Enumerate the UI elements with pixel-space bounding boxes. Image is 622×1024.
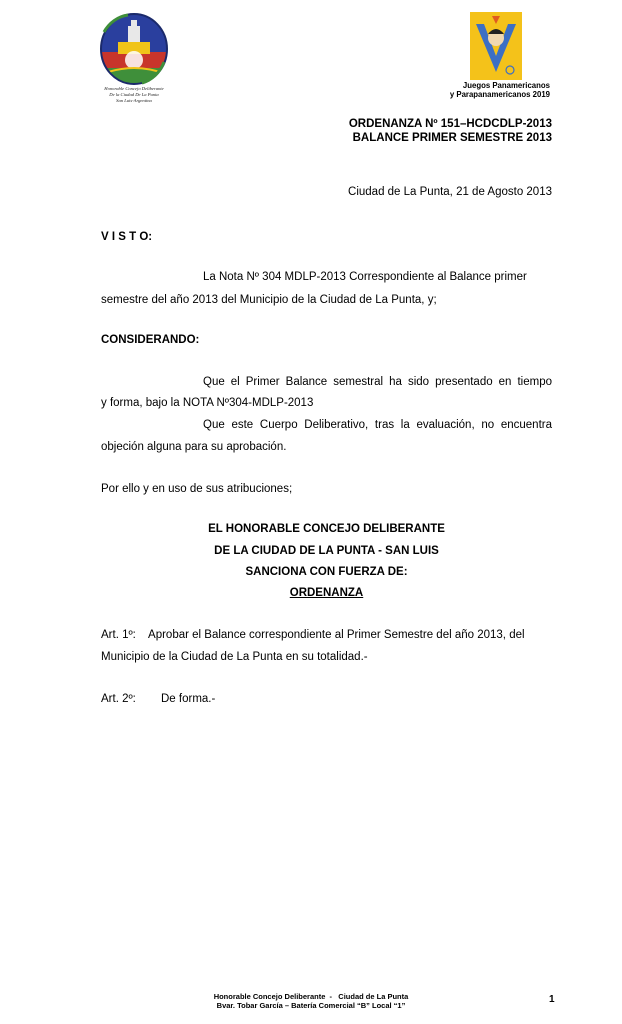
article-2-label: Art. 2º:: [101, 693, 136, 705]
considerando-p1-line-2: y forma, bajo la NOTA Nº304-MDLP-2013: [101, 397, 314, 409]
document-title: [349, 117, 552, 145]
title-line-2: BALANCE PRIMER SEMESTRE 2013: [352, 132, 552, 144]
date-line: Ciudad de La Punta, 21 de Agosto 2013: [348, 186, 552, 198]
concejo-seal-caption: [94, 86, 174, 104]
footer-line-1: Honorable Concejo Deliberante - Ciudad de La Punta: [213, 992, 409, 1001]
caption-line: De la Ciudad De La Punta: [109, 92, 159, 97]
visto-heading: V I S T O:: [101, 231, 153, 243]
attributions-text: Por ello y en uso de sus atribuciones;: [101, 483, 293, 495]
sanction-line-3: SANCIONA CON FUERZA DE:: [245, 566, 408, 578]
page-number: 1: [549, 994, 555, 1005]
sanction-line-2: DE LA CIUDAD DE LA PUNTA - SAN LUIS: [214, 545, 439, 557]
ordenanza-heading: [101, 587, 552, 599]
visto-text-line-1: La Nota Nº 304 MDLP-2013 Correspondiente al Balance primer: [203, 271, 527, 283]
caption-line: y Parapanamericanos 2019: [449, 90, 550, 99]
ordenanza-heading-text: ORDENANZA: [289, 587, 364, 599]
footer-line-2: Bvar. Tobar García – Batería Comercial “B” Local “1”: [216, 1001, 406, 1010]
panamerican-games-caption: [450, 81, 550, 99]
title-line-1: ORDENANZA Nº 151–HCDCDLP-2013: [348, 118, 552, 130]
article-1-line-2: Municipio de la Ciudad de La Punta en su totalidad.-: [101, 651, 368, 663]
visto-text-line-2: semestre del año 2013 del Municipio de la Ciudad de La Punta, y;: [101, 294, 437, 306]
concejo-seal-logo: [98, 12, 170, 86]
considerando-p1-line-1: Que el Primer Balance semestral ha sido presentado en tiempo: [203, 376, 552, 388]
caption-line: San Luis-Argentina: [116, 98, 152, 103]
caption-line: Honorable Concejo Deliberante: [104, 86, 164, 91]
page-footer: [180, 992, 442, 1010]
considerando-p2-line-2: objeción alguna para su aprobación.: [101, 441, 287, 453]
sanction-line-1: EL HONORABLE CONCEJO DELIBERANTE: [208, 523, 445, 535]
article-1-line-1: Art. 1º: Aprobar el Balance correspondiente al Primer Semestre del año 2013, del: [101, 629, 525, 641]
article-2-text: De forma.-: [161, 693, 216, 705]
panamerican-games-logo: [470, 12, 522, 80]
considerando-p2-line-1: Que este Cuerpo Deliberativo, tras la evaluación, no encuentra: [203, 419, 552, 431]
considerando-heading: CONSIDERANDO:: [101, 334, 200, 346]
caption-line: Juegos Panamericanos: [462, 81, 550, 90]
